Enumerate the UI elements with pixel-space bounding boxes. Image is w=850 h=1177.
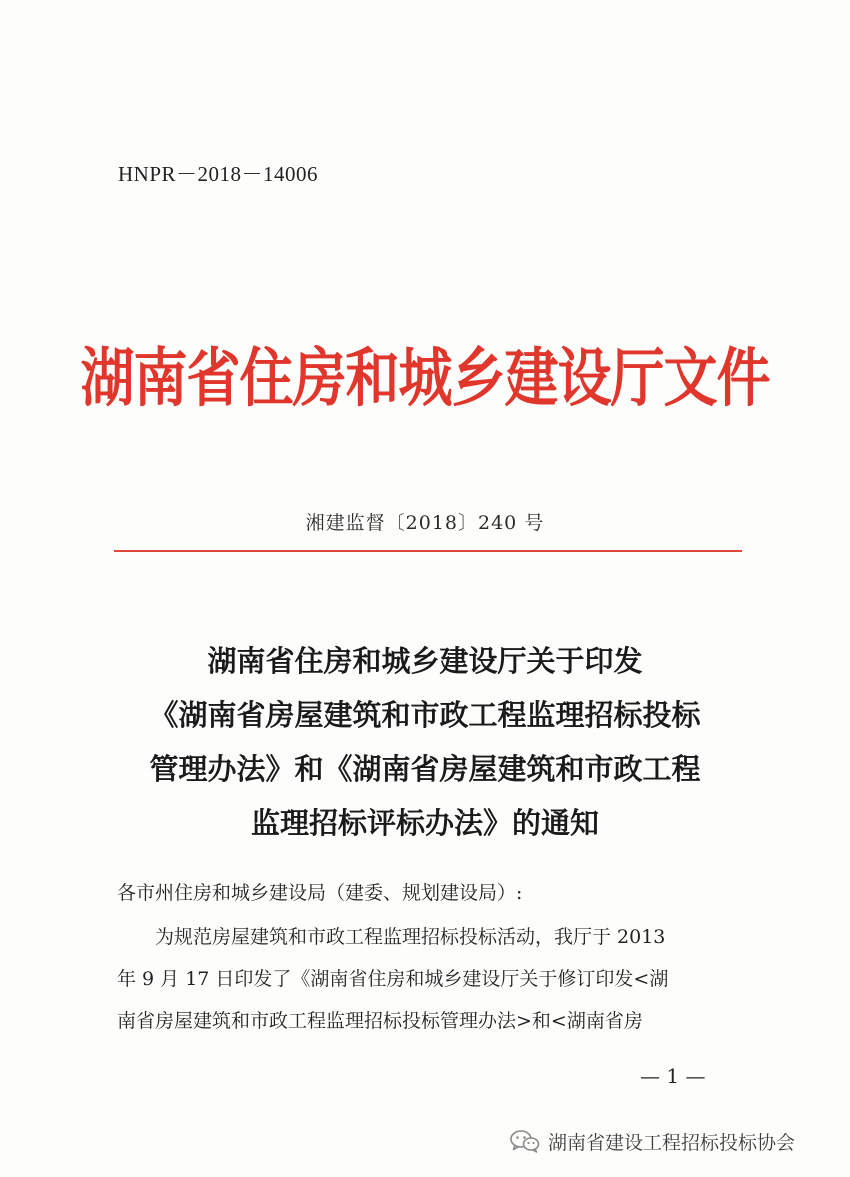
notice-title-line: 管理办法》和《湖南省房屋建筑和市政工程 [149, 752, 701, 786]
red-divider-line [114, 550, 742, 552]
watermark-text: 湖南省建设工程招标投标协会 [548, 1131, 796, 1154]
body-text [117, 916, 751, 1042]
document-code: HNPR－2018－14006 [118, 162, 319, 186]
notice-title-line: 《湖南省房屋建筑和市政工程监理招标投标 [149, 698, 701, 732]
body-line: 南省房屋建筑和市政工程监理招标投标管理办法>和<湖南省房 [117, 1010, 643, 1032]
watermark [510, 1127, 795, 1155]
body-line: 为规范房屋建筑和市政工程监理招标投标活动，我厅于 2013 [155, 926, 666, 948]
reference-number: 湘建监督〔2018〕240 号 [305, 512, 545, 534]
wechat-icon [510, 1129, 540, 1153]
notice-title-line: 湖南省住房和城乡建设厅关于印发 [207, 644, 643, 678]
notice-title [0, 634, 850, 850]
notice-title-line: 监理招标评标办法》的通知 [250, 806, 599, 840]
page-number: — 1 — [640, 1064, 706, 1088]
document-header-title: 湖南省住房和城乡建设厅文件 [80, 340, 770, 416]
addressee: 各市州住房和城乡建设局（建委、规划建设局）: [117, 882, 523, 904]
body-line: 年 9 月 17 日印发了《湖南省住房和城乡建设厅关于修订印发<湖 [117, 968, 669, 990]
